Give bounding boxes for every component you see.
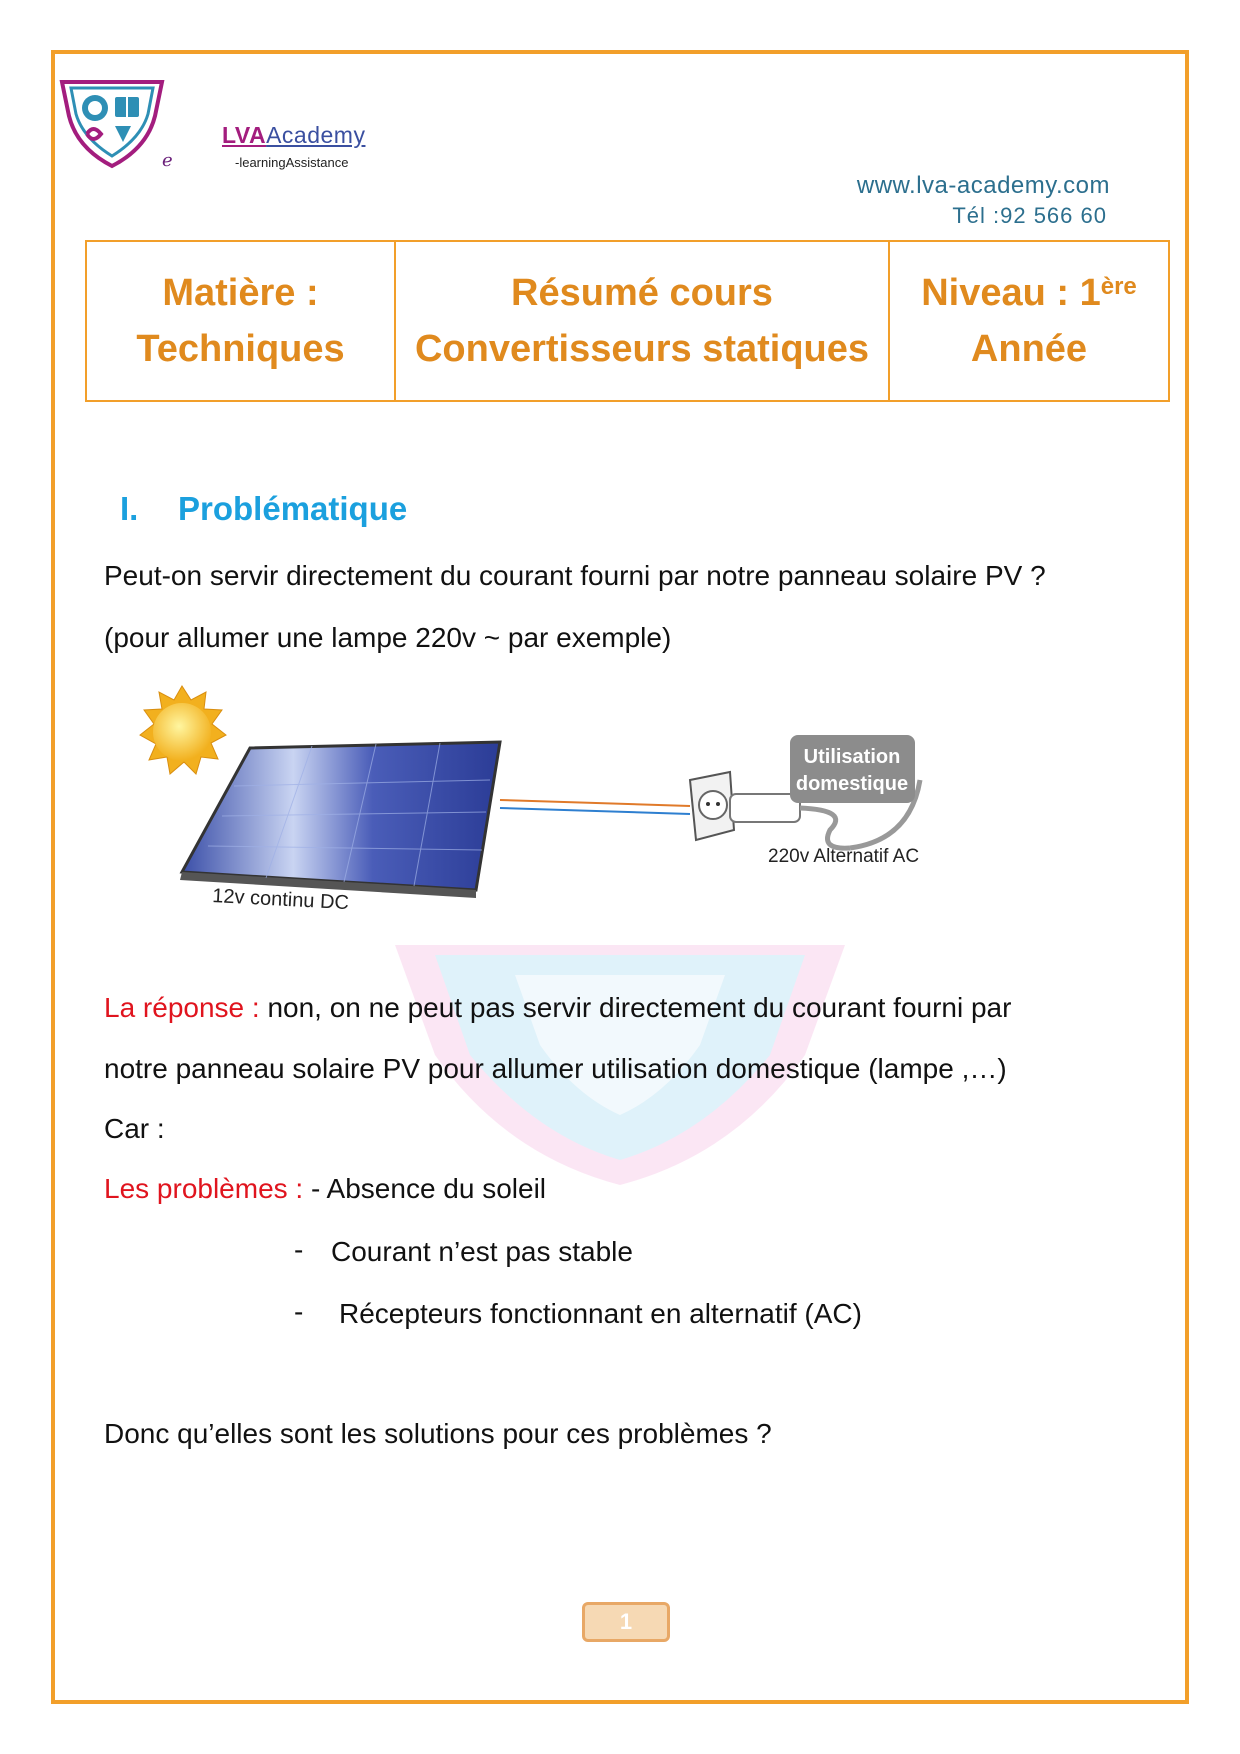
ac-label: 220v Alternatif AC <box>768 846 920 867</box>
lva-logo-icon <box>57 78 167 170</box>
brand-academy: Academy <box>266 122 366 148</box>
phone-number: Tél :92 566 60 <box>952 203 1107 228</box>
subject-label: Matière : <box>162 272 319 314</box>
level-line1 <box>891 265 1167 321</box>
question-line-2: (pour allumer une lampe 220v ~ par exemple) <box>104 622 672 653</box>
problems-label: Les problèmes : <box>104 1173 304 1204</box>
level-superscript: ère <box>1100 273 1137 300</box>
usage-line-2: domestique <box>795 773 909 795</box>
level-line2: Année <box>970 328 1088 370</box>
logo-letter: e <box>162 150 173 171</box>
question-line-1: Peut-on servir directement du courant fourni par notre panneau solaire PV ? <box>104 560 1046 591</box>
brand-lva: LVA <box>222 122 267 148</box>
conclusion-question: Donc qu’elles sont les solutions pour ces problèmes ? <box>104 1418 772 1449</box>
problem-item-1: - Absence du soleil <box>303 1173 547 1204</box>
problem-item-3: Récepteurs fonctionnant en alternatif (AC) <box>339 1298 862 1329</box>
panel-label: 12v continu DC <box>211 885 350 915</box>
course-title-cell <box>395 241 889 401</box>
answer-line-2: notre panneau solaire PV pour allumer utilisation domestique (lampe ,…) <box>104 1053 1007 1084</box>
brand-tagline: -learningAssistance <box>235 155 349 170</box>
answer-line-3: Car : <box>104 1113 165 1144</box>
section-title: Problématique <box>178 490 408 527</box>
usage-line-1: Utilisation <box>803 746 901 768</box>
course-title-line2: Convertisseurs statiques <box>414 328 870 370</box>
solar-panel-illustration <box>130 680 1050 940</box>
subject-cell <box>86 241 395 401</box>
website-link[interactable]: www.lva-academy.com <box>856 172 1110 199</box>
answer-text-1: non, on ne peut pas servir directement du courant fourni par <box>259 992 1012 1023</box>
problems-line-1 <box>104 1173 546 1205</box>
brand-name[interactable] <box>222 122 365 149</box>
level-cell <box>889 241 1169 401</box>
section-heading <box>120 490 407 528</box>
section-number: I. <box>120 490 139 527</box>
bullet-dash-1: - <box>294 1234 304 1265</box>
course-title-line1: Résumé cours <box>511 272 773 314</box>
bullet-dash-2: - <box>294 1296 304 1327</box>
solar-panel-icon <box>180 742 500 898</box>
answer-label: La réponse : <box>104 992 260 1023</box>
sun-icon <box>140 686 226 774</box>
subject-value: Techniques <box>136 328 345 370</box>
problem-item-2: Courant n’est pas stable <box>331 1236 633 1267</box>
answer-line-1 <box>104 992 1011 1024</box>
level-prefix: Niveau : 1 <box>921 272 1101 314</box>
course-info-table <box>85 240 1170 402</box>
page-number-badge: 1 <box>582 1602 670 1642</box>
